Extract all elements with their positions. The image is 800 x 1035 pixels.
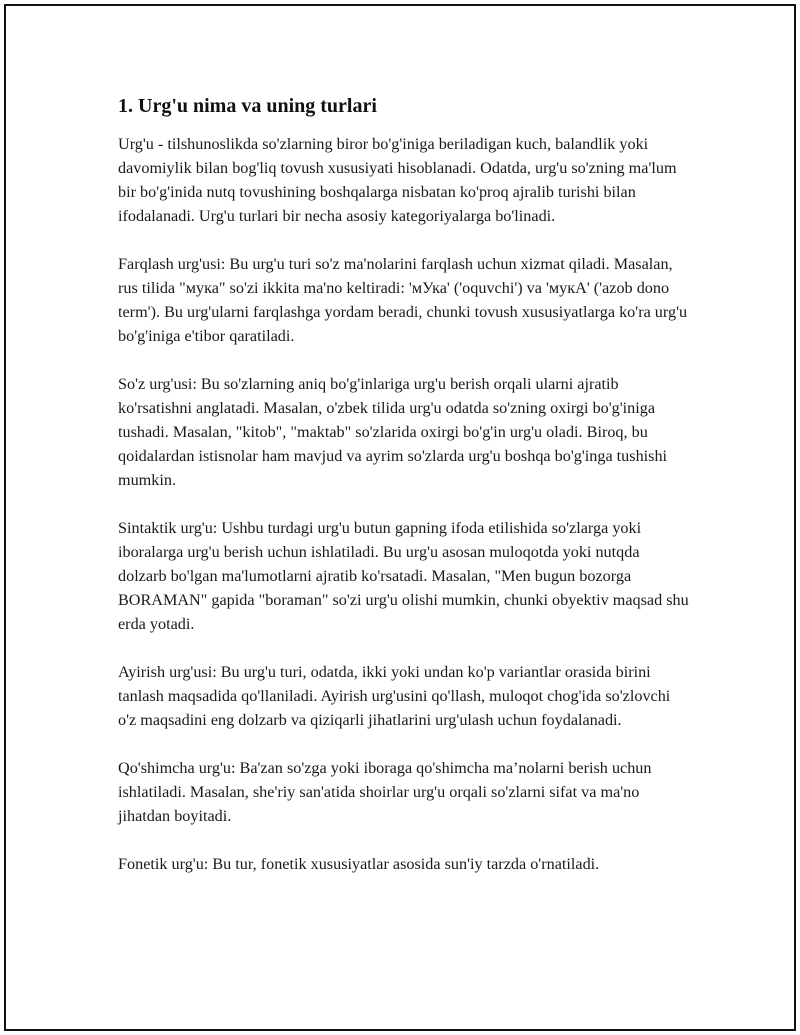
document-body <box>118 92 690 876</box>
paragraph-fonetik: Fonetik urg'u: Bu tur, fonetik xususiyatlar asosida sun'iy tarzda o'rnatiladi. <box>118 855 600 873</box>
paragraph-farqlash: Farqlash urg'usi: Bu urg'u turi so'z ma'nolarini farqlash uchun xizmat qiladi. Masalan, rus tilida "мука" so'zi ikkita ma'no keltiradi: 'мУка' ('oquvchi') va 'мукА' ('azob dono term'). Bu urg'ularni farqlashga yordam beradi, chunki tovush xususiyatlarga ko'ra urg'u bo'g'iniga e'tibor qaratiladi. <box>118 255 688 345</box>
document-title: 1. Urg'u nima va uning turlari <box>118 95 377 117</box>
paragraph-ayirish: Ayirish urg'usi: Bu urg'u turi, odatda, ikki yoki undan ko'p variantlar orasida birini tanlash maqsadida qo'llaniladi. Ayirish urg'usini qo'llash, muloqot chog'ida so'zlovchi o'z maqsadini eng dolzarb va qiziqarli jihatlarini urg'ulash uchun foydalanadi. <box>118 663 671 729</box>
paragraph-sintaktik: Sintaktik urg'u: Ushbu turdagi urg'u butun gapning ifoda etilishida so'zlarga yoki iboralarga urg'u berish uchun ishlatiladi. Bu urg'u asosan muloqotda yoki nutqda dolzarb bo'lgan ma'lumotlarni ajratib ko'rsatadi. Masalan, "Men bugun bozorga BORAMAN" gapida "boraman" so'zi urg'u olishi mumkin, chunki obyektiv maqsad shu erda yotadi. <box>118 519 689 633</box>
paragraph-soz-urgusi: So'z urg'usi: Bu so'zlarning aniq bo'g'inlariga urg'u berish orqali ularni ajratib ko'rsatishni anglatadi. Masalan, o'zbek tilida urg'u odatda so'zning oxirgi bo'g'iniga tushadi. Masalan, "kitob", "maktab" so'zlarida oxirgi bo'g'in urg'u oladi. Biroq, bu qoidalardan istisnolar ham mavjud va ayrim so'zlarda urg'u boshqa bo'g'inga tushishi mumkin. <box>118 375 668 489</box>
paragraph-intro: Urg'u - tilshunoslikda so'zlarning biror bo'g'iniga beriladigan kuch, balandlik yoki davomiylik bilan bog'liq tovush xususiyati hisoblanadi. Odatda, urg'u so'zning ma'lum bir bo'g'inida nutq tovushining boshqalarga nisbatan ko'proq ajralib turishi bilan ifodalanadi. Urg'u turlari bir necha asosiy kategoriyalarga bo'linadi. <box>118 135 677 225</box>
paragraph-qoshimcha: Qo'shimcha urg'u: Ba'zan so'zga yoki iboraga qo'shimcha ma’nolarni berish uchun ishlatiladi. Masalan, she'riy san'atida shoirlar urg'u orqali so'zlarni sifat va ma'no jihatdan boyitadi. <box>118 759 652 825</box>
